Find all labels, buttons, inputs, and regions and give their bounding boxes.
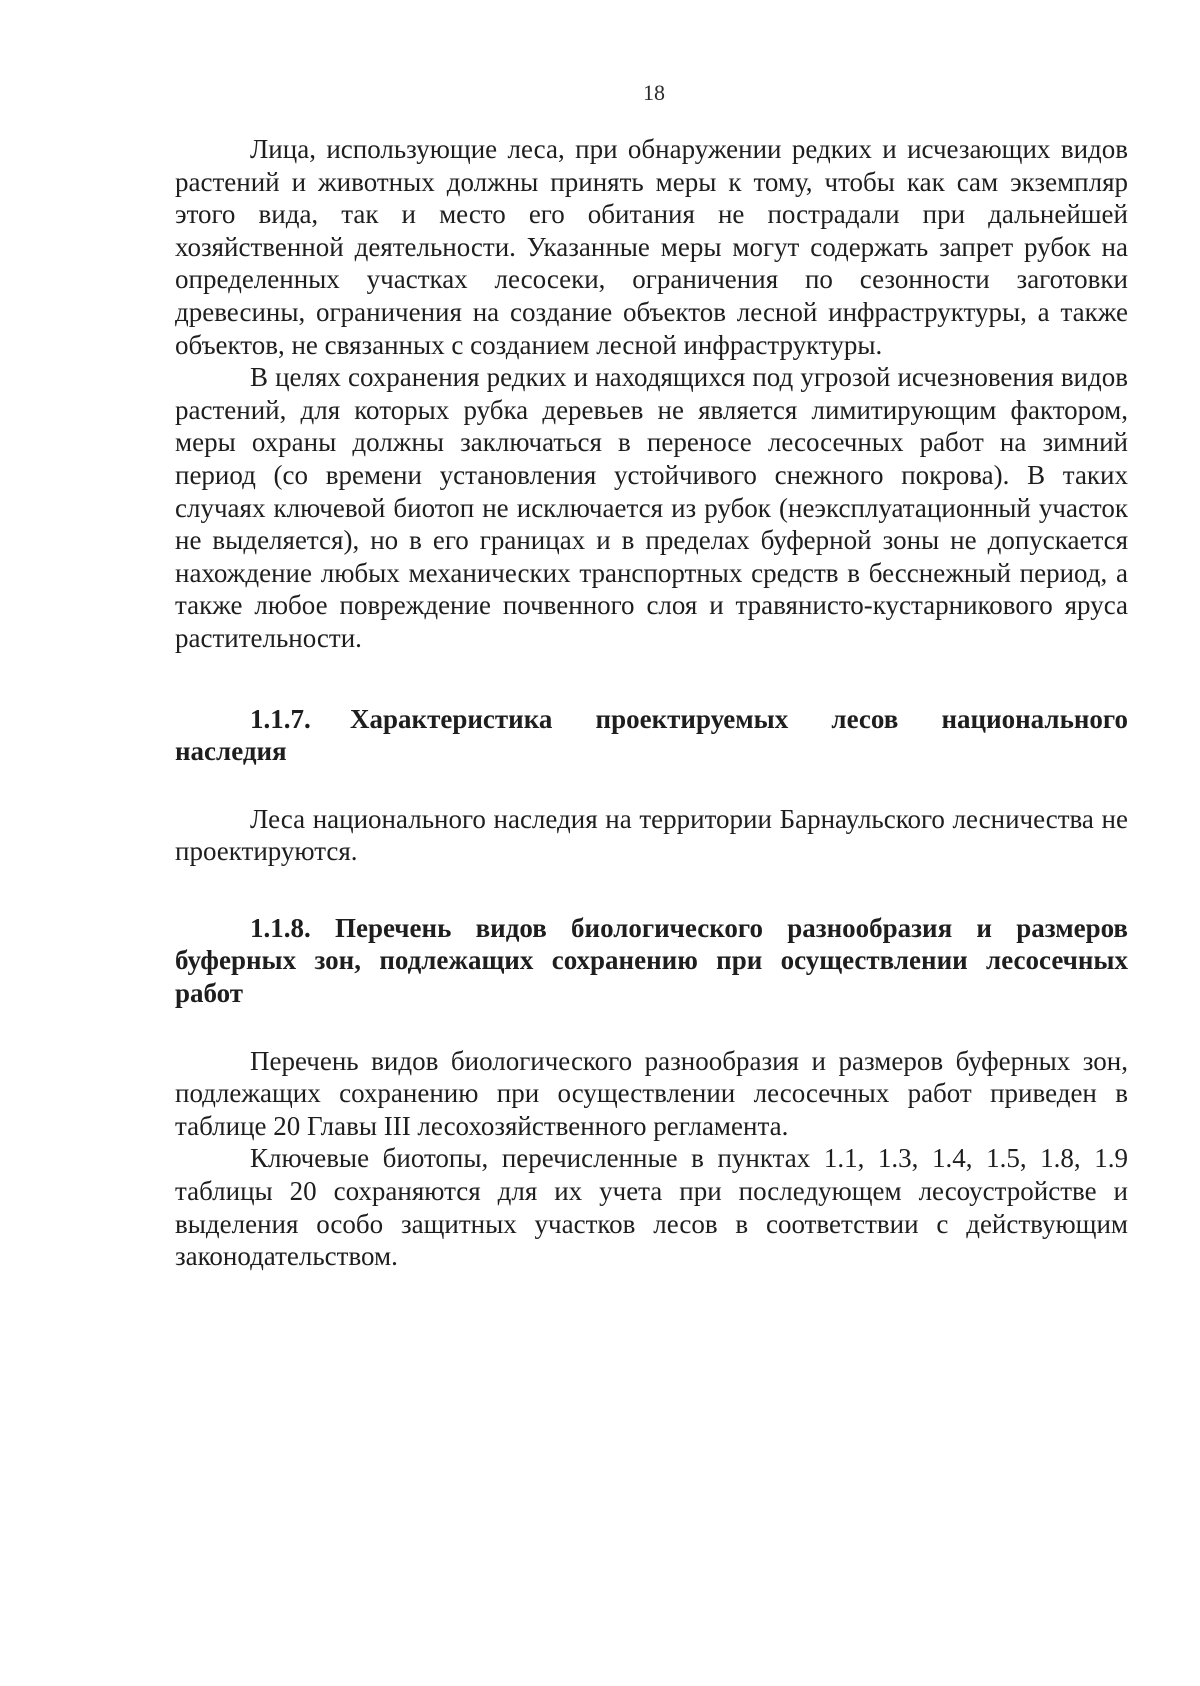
section-title: Характеристика проектируемых лесов национального наследия	[175, 703, 1128, 767]
section-number: 1.1.8.	[250, 912, 311, 943]
body-paragraph: Леса национального наследия на территории Барнаульского лесничества не проектируются.	[175, 803, 1128, 867]
page-number: 18	[643, 80, 665, 105]
body-paragraph: Ключевые биотопы, перечисленные в пунктах 1.1, 1.3, 1.4, 1.5, 1.8, 1.9 таблицы 20 сохраняются для их учета при последующем лесоустройстве и выделения особо защитных участков лесов в соответствии с действующим законодательством.	[175, 1143, 1128, 1272]
body-paragraph: В целях сохранения редких и находящихся под угрозой исчезновения видов растений, для которых рубка деревьев не является лимитирующим фактором, меры охраны должны заключаться в переносе лесосечных работ на зимний период (со времени установления устойчивого снежного покрова). В таких случаях ключевой биотоп не исключается из рубок (неэксплуатационный участок не выделяется), но в его границах и в пределах буферной зоны не допускается нахождение любых механических транспортных средств в бесснежный период, а также любое повреждение почвенного слоя и травянисто-кустарникового яруса растительности.	[175, 362, 1128, 653]
section-number: 1.1.7.	[250, 703, 311, 734]
body-paragraph: Перечень видов биологического разнообразия и размеров буферных зон, подлежащих сохранению при осуществлении лесосечных работ приведен в таблице 20 Главы III лесохозяйственного регламента.	[175, 1045, 1128, 1141]
body-paragraph: Лица, использующие леса, при обнаружении редких и исчезающих видов растений и животных должны принять меры к тому, чтобы как сам экземпляр этого вида, так и место его обитания не пострадали при дальнейшей хозяйственной деятельности. Указанные меры могут содержать запрет рубок на определенных участках лесосеки, ограничения по сезонности заготовки древесины, ограничения на создание объектов лесной инфраструктуры, а также объектов, не связанных с созданием лесной инфраструктуры.	[175, 134, 1128, 360]
section-title: Перечень видов биологического разнообразия и размеров буферных зон, подлежащих сохранению при осуществлении лесосечных работ	[175, 912, 1128, 1009]
section-heading-1-1-7	[175, 703, 1128, 768]
page-content	[175, 133, 1128, 1273]
section-heading-1-1-8	[175, 912, 1128, 1010]
